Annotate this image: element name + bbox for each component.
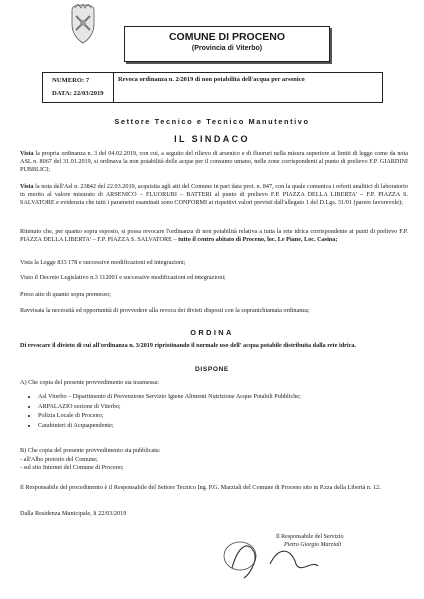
vista-paragraph-2 xyxy=(20,183,408,207)
place-date-line: Dalla Residenza Municipale, li 22/03/2019 xyxy=(20,510,127,517)
ravvisata-line: Ravvisata la necessità ed opportunità di provvedere alla revoca dei divieti disposti con la sopranichiamata ordinanza; xyxy=(20,307,310,314)
vista-legge-line: Vista la Legge 833 178 e successive modificazioni ed integrazioni; xyxy=(20,259,186,266)
ritenuto-paragraph xyxy=(20,228,408,244)
ordinance-subject: Revoca ordinanza n. 2/2019 di non potabilità dell'acqua per arsenico xyxy=(118,76,305,83)
vista-lead: Vista xyxy=(20,183,34,190)
pubblicata-item: - sul sito Internet del Comune di Proceno; xyxy=(20,464,124,471)
pubblicata-intro: B) Che copia del presente provvedimento sia pubblicata: xyxy=(20,447,161,454)
responsabile-paragraph: Il Responsabile del procedimento è il Responsabile del Settore Tecnico Ing. P.G. Marziali del Comune di Proceno sito in P.zza della Libertà n. 12. xyxy=(20,484,381,491)
municipality-title: COMUNE DI PROCENO xyxy=(168,31,286,43)
coat-of-arms-icon xyxy=(66,4,100,44)
revoca-paragraph: Di revocare il divieto di cui all'ordinanza n. 3/2019 ripristinando il normale uso dell' acqua potabile distribuita dalla rete idrica. xyxy=(20,342,357,349)
ritenuto-bold: tutto il centro abitato di Proceno, loc. Le Piane, Loc. Casina; xyxy=(178,236,338,244)
visto-decreto-line: Visto il Decreto Legislativo n.3 112001 e successive modificazioni ed integrazioni; xyxy=(20,274,226,281)
preso-atto-line: Preso atto di quanto sopra premesso; xyxy=(20,291,111,298)
mayor-heading: IL SINDACO xyxy=(174,134,250,144)
vista-text: la nota dell'Asl n. 23842 del 22.03.2019, acquisita agli atti del Comune in pari data prot. n. 847, con la quale comunica i referti analitici di laboratorio in merito al valore misurato di ARSENICO – FLUORURI – BATTERI al punto di prelievo F.P. PIAZZA DELLA LIBERTA' – F.P. PIAZZA S. SALVATORE e evidenzia che tutti i parametri esaminati sono CONFORMI ai rispettivi valori previsti dall'allegato 1 del D.Lgs. 31/01 (parere favorevole); xyxy=(20,183,408,207)
header-box xyxy=(124,26,330,62)
signatory-name: Pietro Giorgio Marziali xyxy=(284,542,342,548)
ordinance-meta-box xyxy=(42,72,114,103)
trasmessa-list xyxy=(24,392,404,430)
sector-heading: Settore Tecnico e Tecnico Manutentivo xyxy=(114,117,310,126)
dispone-heading: DISPONE xyxy=(195,366,229,373)
list-item: • ARPALAZIO sezione di Viterbo; xyxy=(38,402,404,412)
list-item: • Asl Viterbo – Dipartimento di Prevenzione Servizio Igiene Alimenti Nutrizione Acque Potabili Pubbliche; xyxy=(38,392,404,402)
province-subtitle: (Provincia di Viterbo) xyxy=(191,45,263,52)
subject-box xyxy=(112,72,383,103)
vista-text: la propria ordinanza n. 3 del 04.02.2019, con cui, a seguito del rilievo di arsenico e di fluoruri nella misura superiore ai limiti di legge come da nota ASL n. 8067 del 31.01.2019, si ordinava la non potabilità delle acque per il consumo umano, nelle zone corrispondenti al punto di prelievo F.P. GIARDINI PUBBLICI; xyxy=(20,150,408,174)
ordinance-number: NUMERO: 7 xyxy=(52,77,90,84)
vista-lead: Vista xyxy=(20,150,34,157)
trasmessa-intro: A) Che copia del presente provvedimento sia trasmessa: xyxy=(20,379,160,386)
list-item: • Carabinieri di Acquapendente; xyxy=(38,421,404,431)
ritenuto-text: Ritenuto che, per quanto sopra esposto, si possa revocare l'ordinanza di non potabilità relativa a tutta la rete idrica corrispondente ai punti di prelievo F.P. PIAZZA DELLA LIBERTA' – F.P. PIAZZA S. SALVATORE – xyxy=(20,228,408,244)
list-item: • Polizia Locale di Proceno; xyxy=(38,411,404,421)
signatory-role: Il Responsabile del Servizio xyxy=(276,534,344,540)
ordina-heading: ORDINA xyxy=(190,328,234,337)
signature-block xyxy=(200,534,390,584)
pubblicata-item: - all'Albo pretorio del Comune; xyxy=(20,456,98,463)
vista-paragraph-1 xyxy=(20,150,408,174)
ordinance-date: DATA: 22/03/2019 xyxy=(52,90,104,97)
